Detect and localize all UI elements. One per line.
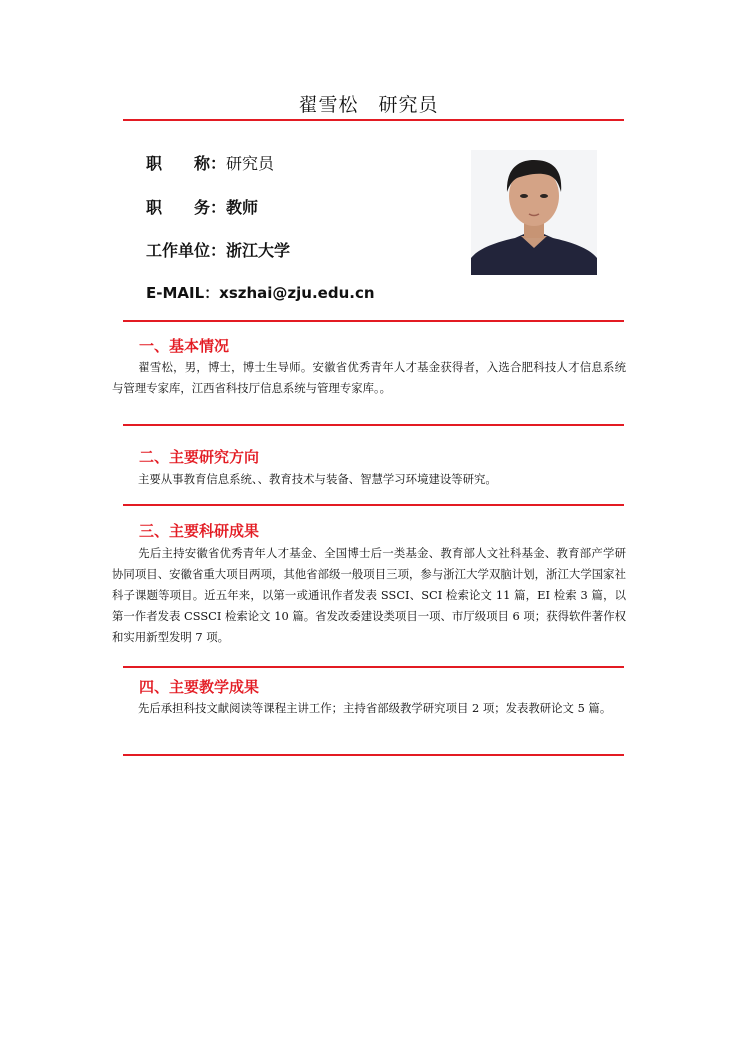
- section-4-text: 先后承担科技文献阅读等课程主讲工作；主持省部级教学研究项目 2 项；发表教研论文 5 篇。: [138, 701, 612, 715]
- work-unit-field: [146, 238, 290, 261]
- email-field: [146, 282, 375, 303]
- info-divider: [123, 320, 624, 322]
- section-3-heading: 三、主要科研成果: [139, 522, 260, 540]
- email-label: E-MAIL：: [146, 284, 220, 302]
- job-title-value: 研究员: [226, 154, 275, 173]
- work-unit-label: 工作单位：: [146, 241, 227, 260]
- section-1-body: [112, 357, 626, 399]
- page-title: 翟雪松 研究员: [298, 94, 439, 116]
- duty-field: [146, 195, 258, 218]
- job-title-field: [146, 151, 274, 174]
- duty-value: 教师: [226, 198, 259, 217]
- section-4-heading: 四、主要教学成果: [139, 678, 260, 696]
- section-3-text: 先后主持安徽省优秀青年人才基金、全国博士后一类基金、教育部人文社科基金、教育部产学研协同项目、安徽省重大项目两项，其他省部级一般项目三项，参与浙江大学双脑计划，浙江大学国家社科子课题等项目。近五年来，以第一或通讯作者发表 SSCI、SCI 检索论文 11 篇，EI 检索 3 篇，以第一作者发表 CSSCI 检索论文 10 篇。省发改委建设类项目一项、市厅级项目 6 项；获得软件著作权和实用新型发明 7 项。: [112, 546, 626, 644]
- section-1-heading: 一、基本情况: [139, 337, 230, 355]
- section-1-text: 翟雪松，男，博士，博士生导师。安徽省优秀青年人才基金获得者，入选合肥科技人才信息系统与管理专家库，江西省科技厅信息系统与管理专家库。。: [112, 360, 626, 395]
- work-unit-value: 浙江大学: [226, 241, 291, 260]
- section-2-divider: [123, 504, 624, 506]
- section-3-divider: [123, 666, 624, 668]
- title-divider: [123, 119, 624, 121]
- section-2-text: 主要从事教育信息系统、、教育技术与装备、智慧学习环境建设等研究。: [138, 472, 497, 486]
- section-2-heading: 二、主要研究方向: [139, 448, 260, 466]
- section-2-body: [112, 469, 626, 490]
- section-4-body: [112, 698, 626, 719]
- email-value: xszhai@zju.edu.cn: [219, 284, 375, 302]
- section-1-divider: [123, 424, 624, 426]
- section-3-body: [112, 543, 626, 648]
- section-4-divider: [123, 754, 624, 756]
- duty-label: 职 务：: [146, 198, 227, 217]
- job-title-label: 职 称：: [146, 154, 227, 173]
- portrait-photo: [471, 150, 597, 275]
